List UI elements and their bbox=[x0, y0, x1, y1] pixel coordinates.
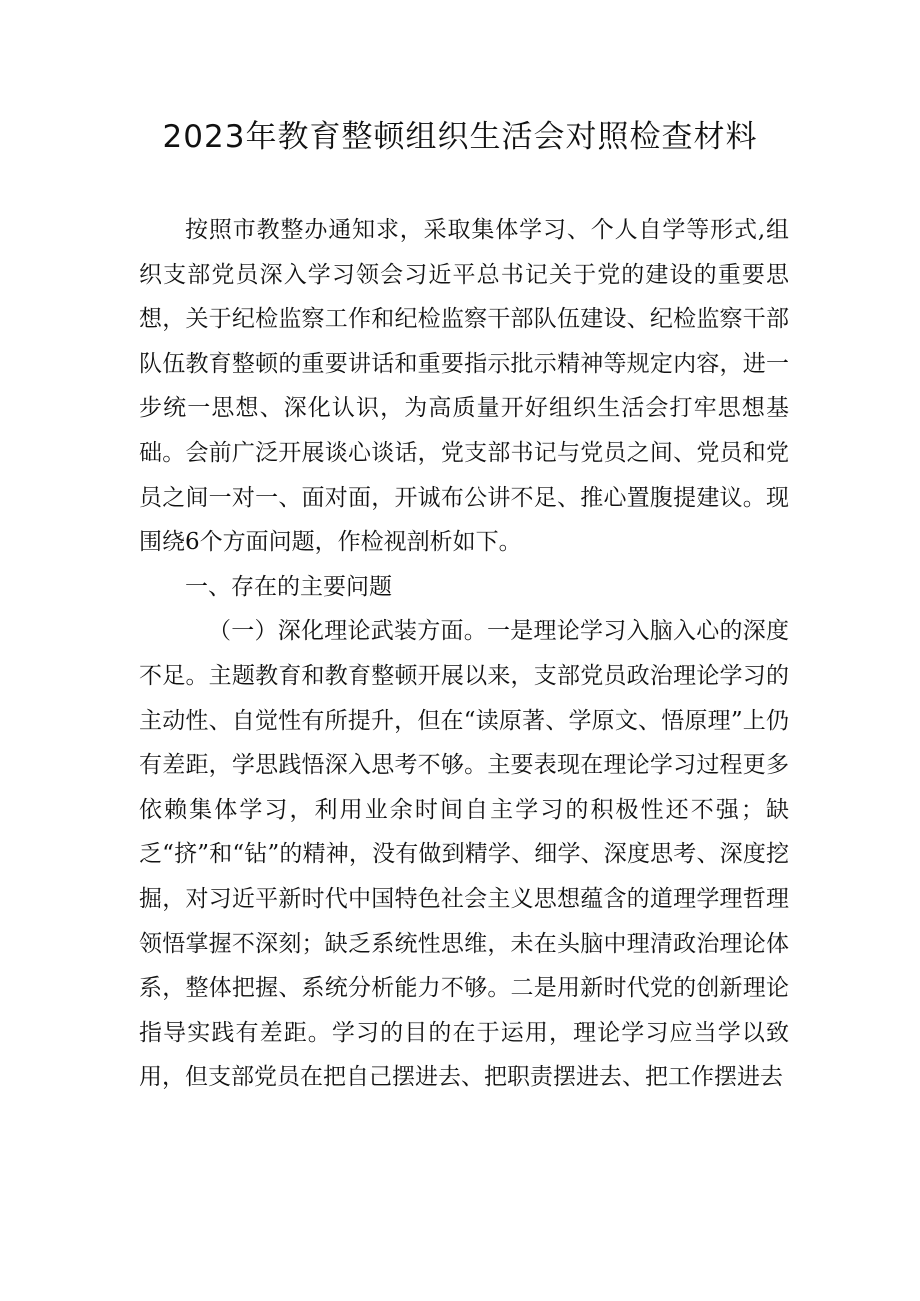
document-title: 2023年教育整顿组织生活会对照检查材料 bbox=[162, 119, 758, 155]
document-body bbox=[139, 208, 789, 1100]
subsection-paragraph: （一）深化理论武装方面。一是理论学习入脑入心的深度不足。主题教育和教育整顿开展以来，支部党员政治理论学习的主动性、自觉性有所提升，但在“读原著、学原文、悟原理”上仍有差距，学思践悟深入思考不够。主要表现在理论学习过程更多依赖集体学习，利用业余时间自主学习的积极性还不强；缺乏“挤”和“钻”的精神，没有做到精学、细学、深度思考、深度挖掘，对习近平新时代中国特色社会主义思想蕴含的道理学理哲理领悟掌握不深刻；缺乏系统性思维，未在头脑中理清政治理论体系，整体把握、系统分析能力不够。二是用新时代党的创新理论指导实践有差距。学习的目的在于运用，理论学习应当学以致用，但支部党员在把自己摆进去、把职责摆进去、把工作摆进去 bbox=[139, 618, 789, 1091]
intro-paragraph: 按照市教整办通知求，采取集体学习、个人自学等形式,组织支部党员深入学习领会习近平总书记关于党的建设的重要思想，关于纪检监察工作和纪检监察干部队伍建设、纪检监察干部队伍教育整顿的重要讲话和重要指示批示精神等规定内容，进一步统一思想、深化认识，为高质量开好组织生活会打牢思想基础。会前广泛开展谈心谈话，党支部书记与党员之间、党员和党员之间一对一、面对面，开诚布公讲不足、推心置腹提建议。现围绕6个方面问题，作检视剖析如下。 bbox=[139, 217, 789, 556]
section-heading: 一、存在的主要问题 bbox=[185, 573, 392, 600]
